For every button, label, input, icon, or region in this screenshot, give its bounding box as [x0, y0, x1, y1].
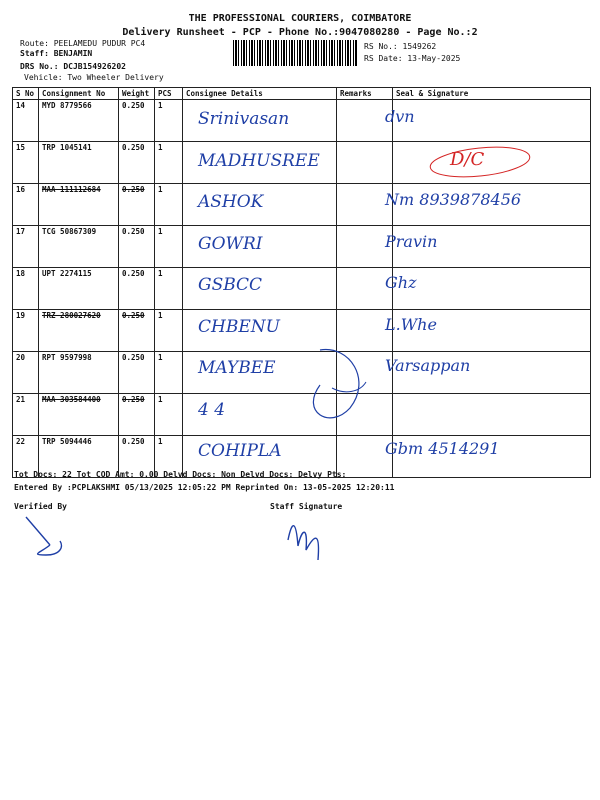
- cell-consignment: UPT 2274115: [39, 268, 119, 310]
- summary-totals: Tot Docs: 22 Tot COD Amt: 0.00 Delvd Docs: Non Delvd Docs: Delvy Pts:: [14, 470, 347, 479]
- cell-sno: 20: [13, 352, 39, 394]
- runsheet-subtitle: Delivery Runsheet - PCP - Phone No.:9047080280 - Page No.:2: [122, 27, 478, 38]
- signature-handwriting: Varsappan: [385, 356, 471, 375]
- cell-sno: 22: [13, 436, 39, 478]
- signature-handwriting: Pravin: [385, 231, 438, 251]
- consignee-handwriting: 4 4: [198, 399, 226, 420]
- drs-number: DRS No.: DCJB154926202: [20, 62, 126, 71]
- cell-sno: 16: [13, 184, 39, 226]
- consignee-handwriting: GSBCC: [198, 275, 263, 295]
- signature-handwriting: L.Whe: [385, 314, 437, 334]
- signature-handwriting: Nm 8939878456: [385, 190, 522, 209]
- staff-signature-mark: [280, 510, 340, 570]
- cell-weight: 0.250: [119, 352, 155, 394]
- signature-handwriting: dvn: [385, 107, 415, 126]
- vehicle-label: Vehicle: Two Wheeler Delivery: [24, 73, 164, 82]
- cell-pcs: 1: [155, 268, 183, 310]
- consignee-handwriting: Srinivasan: [198, 109, 290, 129]
- summary-entered: Entered By :PCPLAKSHMI 05/13/2025 12:05:22 PM Reprinted On: 13-05-2025 12:20:11: [14, 483, 395, 492]
- consignee-handwriting: ASHOK: [198, 192, 264, 212]
- cell-sno: 18: [13, 268, 39, 310]
- cell-consignment: MAA 303584400: [39, 394, 119, 436]
- cell-weight: 0.250: [119, 184, 155, 226]
- col-header-consignment: Consignment No: [39, 88, 119, 100]
- cell-weight: 0.250: [119, 100, 155, 142]
- verified-by-label: Verified By: [14, 502, 67, 511]
- rs-date: RS Date: 13-May-2025: [364, 54, 461, 63]
- cell-weight: 0.250: [119, 268, 155, 310]
- consignee-handwriting: CHBENU: [198, 316, 280, 337]
- cell-consignment: TRZ 280027620: [39, 310, 119, 352]
- staff-signature-label: Staff Signature: [270, 502, 343, 511]
- signature-handwriting: Ghz: [385, 273, 417, 292]
- cell-sno: 17: [13, 226, 39, 268]
- col-header-pcs: PCS: [155, 88, 183, 100]
- signature-handwriting: Gbm 4514291: [385, 439, 500, 458]
- cell-consignment: TRP 1045141: [39, 142, 119, 184]
- verified-signature: [20, 505, 80, 565]
- col-header-weight: Weight: [119, 88, 155, 100]
- company-title: THE PROFESSIONAL COURIERS, COIMBATORE: [188, 13, 412, 24]
- col-header-remarks: Remarks: [337, 88, 393, 100]
- cell-consignment: MAA 111112684: [39, 184, 119, 226]
- cell-pcs: 1: [155, 142, 183, 184]
- cell-consignment: TRP 5094446: [39, 436, 119, 478]
- cell-pcs: 1: [155, 226, 183, 268]
- col-header-sno: S No: [13, 88, 39, 100]
- cell-weight: 0.250: [119, 394, 155, 436]
- cell-weight: 0.250: [119, 142, 155, 184]
- cell-sno: 15: [13, 142, 39, 184]
- consignee-handwriting: MADHUSREE: [198, 150, 320, 171]
- cell-pcs: 1: [155, 310, 183, 352]
- rs-number: RS No.: 1549262: [364, 42, 437, 51]
- cell-weight: 0.250: [119, 310, 155, 352]
- col-header-seal-signature: Seal & Signature: [393, 88, 591, 100]
- cell-pcs: 1: [155, 394, 183, 436]
- cell-sno: 21: [13, 394, 39, 436]
- consignee-handwriting: COHIPLA: [198, 441, 282, 461]
- cell-consignment: MYD 8779566: [39, 100, 119, 142]
- route-label: Route: PEELAMEDU PUDUR PC4: [20, 39, 146, 48]
- signature-handwriting: D/C: [450, 148, 485, 170]
- cell-pcs: 1: [155, 352, 183, 394]
- consignee-handwriting: MAYBEE: [198, 358, 276, 378]
- cell-pcs: 1: [155, 184, 183, 226]
- cell-consignment: TCG 50867309: [39, 226, 119, 268]
- cell-weight: 0.250: [119, 226, 155, 268]
- cell-pcs: 1: [155, 100, 183, 142]
- cell-sno: 14: [13, 100, 39, 142]
- cell-consignment: RPT 9597998: [39, 352, 119, 394]
- consignee-handwriting: GOWRI: [198, 233, 263, 254]
- cell-sno: 19: [13, 310, 39, 352]
- col-header-consignee: Consignee Details: [183, 88, 337, 100]
- cell-weight: 0.250: [119, 436, 155, 478]
- staff-label: Staff: BENJAMIN: [20, 49, 93, 58]
- cell-pcs: 1: [155, 436, 183, 478]
